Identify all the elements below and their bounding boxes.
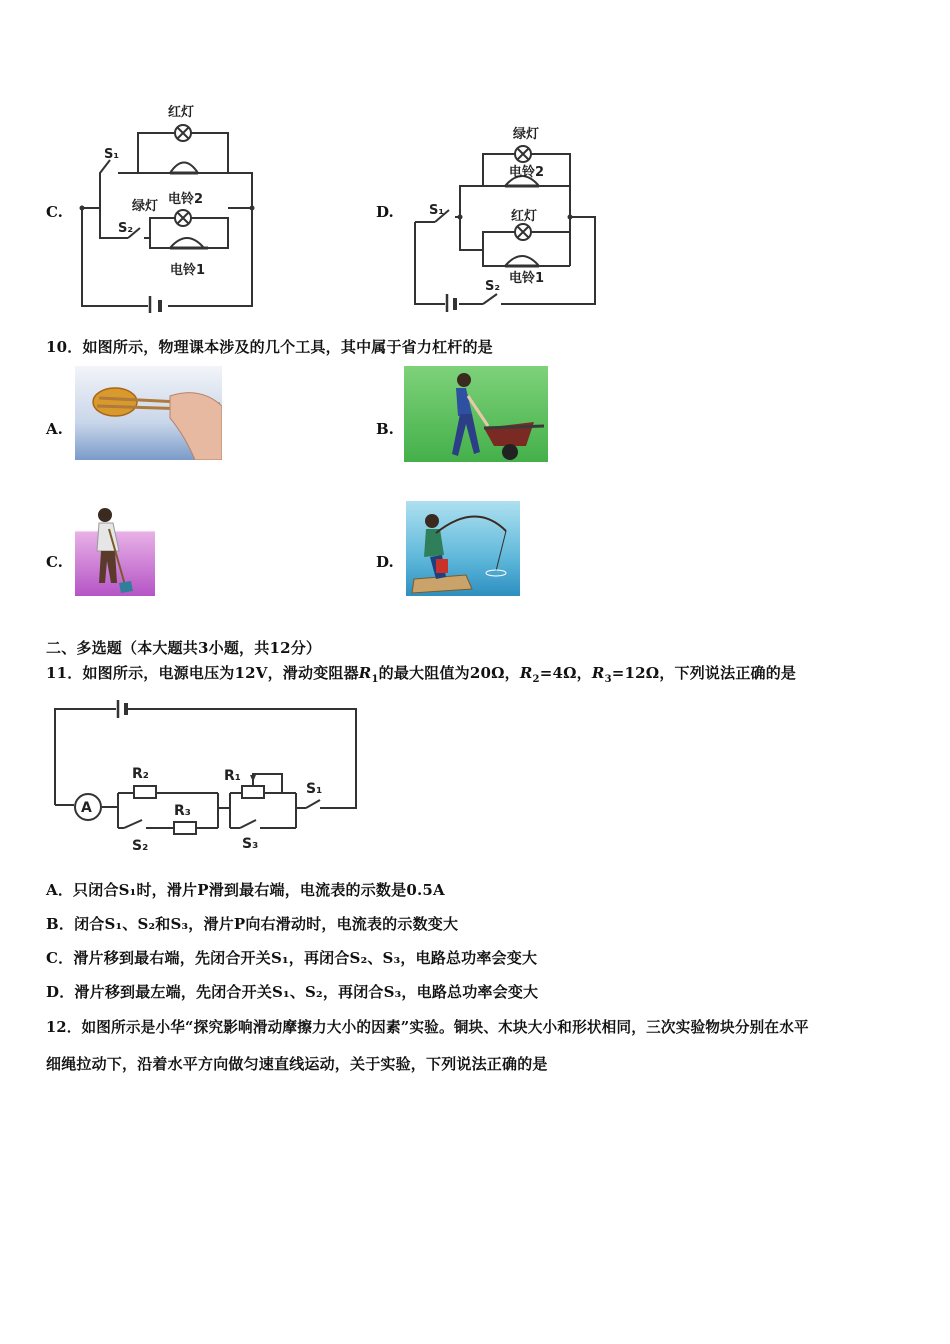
q9-circuit-c <box>70 98 270 313</box>
q11-option-c[interactable]: C．滑片移到最右端，先闭合开关S₁，再闭合S₂、S₃，电路总功率会变大 <box>46 949 538 967</box>
q9d-bell1-label: 电铃1 <box>509 271 545 286</box>
q9d-green-lamp-label: 绿灯 <box>513 127 540 142</box>
q9c-green-lamp-label: 绿灯 <box>132 199 159 214</box>
q9c-s1-label: S₁ <box>104 147 120 162</box>
q11-s1-label: S₁ <box>306 781 323 797</box>
q11-r1-label: R₁ <box>224 768 241 784</box>
q11-option-d[interactable]: D．滑片移到最左端，先闭合开关S₁、S₂，再闭合S₃，电路总功率会变大 <box>46 983 539 1001</box>
wheelbarrow-picture <box>404 366 548 462</box>
section-2-heading: 二、多选题（本大题共3小题，共12分） <box>46 639 322 657</box>
q10-option-b-label[interactable]: B. <box>376 420 394 438</box>
q12-question-line1: 12．如图所示是小华“探究影响滑动摩擦力大小的因素”实验。铜块、木块大小和形状相同，三次实验物块分别在水平 <box>46 1019 809 1036</box>
chopsticks-picture <box>75 366 222 460</box>
q12-question-line2: 细绳拉动下，沿着水平方向做匀速直线运动，关于实验，下列说法正确的是 <box>46 1055 548 1073</box>
q10-question: 10．如图所示，物理课本涉及的几个工具，其中属于省力杠杆的是 <box>46 338 493 356</box>
q11-circuit <box>50 700 365 860</box>
q9c-bell2-label: 电铃2 <box>168 192 204 207</box>
q11-s2-label: S₂ <box>132 838 149 854</box>
q9d-s2-label: S₂ <box>485 279 501 294</box>
q9-circuit-d <box>405 122 605 312</box>
broom-picture <box>75 505 155 596</box>
q10-option-d-label[interactable]: D. <box>376 553 394 571</box>
q11-question: 11．如图所示，电源电压为12V，滑动变阻器$R_1$的最大阻值为20Ω，$R_2=4\Omega$，$R_3=12\Omega$，下列说法正确的是 <box>46 664 797 685</box>
q9-option-c-label[interactable]: C. <box>46 203 63 221</box>
q11-option-b[interactable]: B．闭合S₁、S₂和S₃，滑片P向右滑动时，电流表的示数变大 <box>46 915 459 933</box>
q11-r3-label: R₃ <box>174 803 191 819</box>
fishing-rod-picture <box>406 501 520 596</box>
q9c-red-lamp-label: 红灯 <box>168 105 195 120</box>
q9-option-d-label[interactable]: D. <box>376 203 394 221</box>
q9d-bell2-label: 电铃2 <box>509 165 545 180</box>
q10-option-a-label[interactable]: A. <box>46 420 63 438</box>
q9d-s1-label: S₁ <box>429 203 445 218</box>
q9d-red-lamp-label: 红灯 <box>511 209 538 224</box>
q10-option-c-label[interactable]: C. <box>46 553 63 571</box>
q11-option-a[interactable]: A．只闭合S₁时，滑片P滑到最右端，电流表的示数是0.5A <box>46 881 445 899</box>
q9c-s2-label: S₂ <box>118 221 134 236</box>
q11-r2-label: R₂ <box>132 766 149 782</box>
q11-s3-label: S₃ <box>242 836 259 852</box>
q9c-bell1-label: 电铃1 <box>170 263 206 278</box>
q11-ammeter-label: A <box>81 800 92 816</box>
